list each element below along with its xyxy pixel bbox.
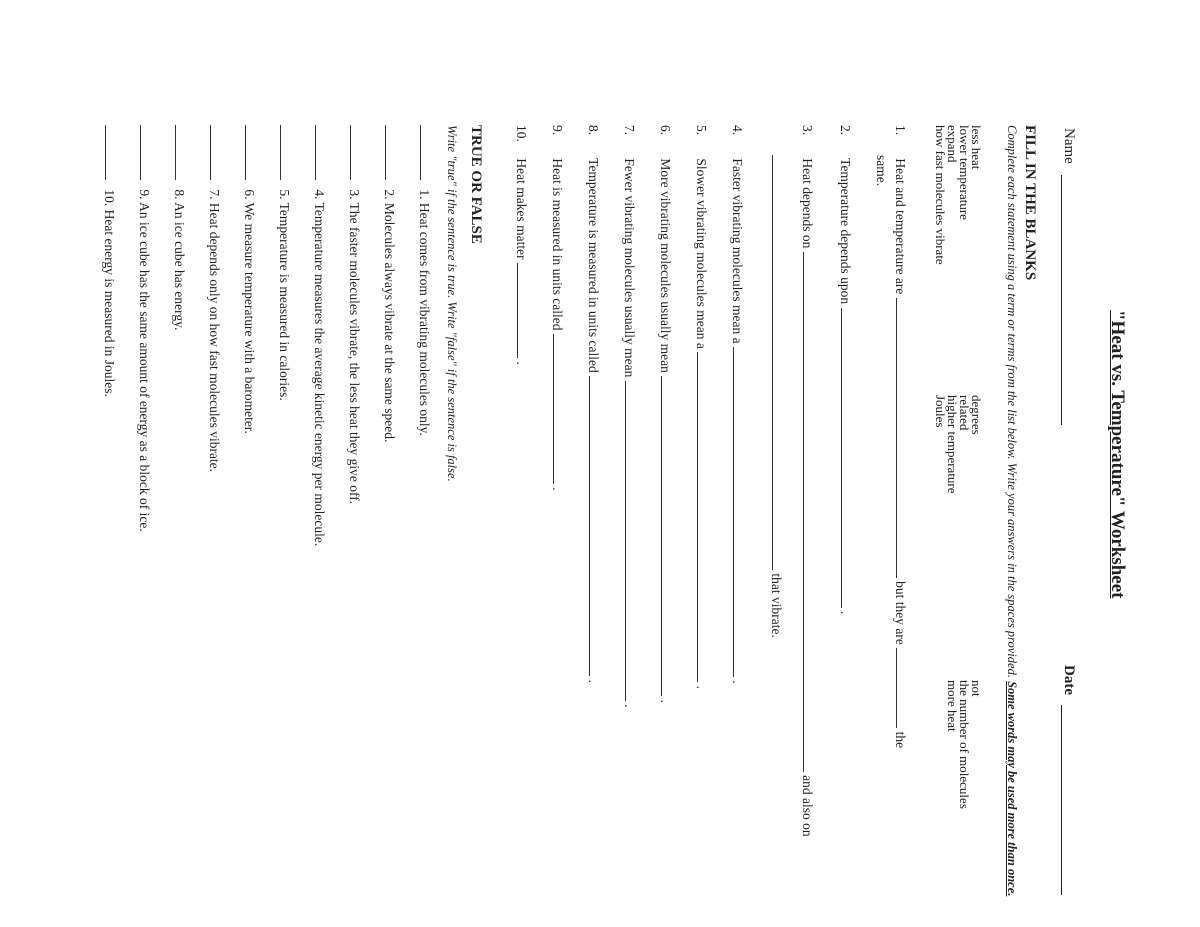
item-text: . xyxy=(586,679,601,683)
item-number: 5. xyxy=(694,125,709,136)
answer-blank[interactable] xyxy=(517,263,529,358)
tf-item-3 xyxy=(346,125,362,504)
date-label: Date xyxy=(1061,665,1077,695)
tf-item-text: 9. An ice cube has the same amount of energy as a block of ice. xyxy=(137,189,152,532)
item-text: Heat and temperature are xyxy=(893,158,908,295)
item-number: 6. xyxy=(658,125,673,136)
tf-item-text: 8. An ice cube has energy. xyxy=(172,189,187,331)
word-bank-item: higher temperature xyxy=(945,395,960,494)
tf-item-text: 4. Temperature measures the average kinetic energy per molecule. xyxy=(312,189,327,547)
item-text: Fewer vibrating molecules usually mean xyxy=(622,158,637,378)
fill-instruction-emphasis: Some words may be used more than once. xyxy=(1005,681,1019,897)
item-text: Faster vibrating molecules mean a xyxy=(730,158,745,344)
item-text: Heat is measured in units called xyxy=(550,158,565,331)
answer-blank[interactable] xyxy=(553,334,565,484)
fill-item-7 xyxy=(621,125,637,707)
tf-item-6 xyxy=(241,125,257,434)
tf-item-7 xyxy=(206,125,222,472)
fill-instructions xyxy=(1003,125,1020,905)
tf-section-heading: TRUE OR FALSE xyxy=(468,125,484,244)
date-field-line[interactable] xyxy=(1061,705,1062,895)
tf-item-8 xyxy=(171,125,187,330)
tf-item-4 xyxy=(311,125,327,546)
item-number: 7. xyxy=(622,125,637,136)
item-number: 8. xyxy=(586,125,601,136)
name-field-line[interactable] xyxy=(1061,175,1062,425)
answer-blank[interactable] xyxy=(280,125,292,180)
item-text: same. xyxy=(874,155,889,187)
item-number: 1. xyxy=(893,125,908,136)
word-bank-item: how fast molecules vibrate xyxy=(933,125,948,265)
answer-blank[interactable] xyxy=(105,125,117,180)
item-number: 10. xyxy=(514,125,529,142)
fill-item-10 xyxy=(513,125,529,365)
item-text: . xyxy=(514,361,529,365)
worksheet-title: "Heat vs. Temperature" Worksheet xyxy=(1107,310,1128,599)
word-bank-item: expand xyxy=(945,125,960,163)
answer-blank[interactable] xyxy=(350,125,362,180)
item-text: and also on xyxy=(800,775,815,837)
answer-blank[interactable] xyxy=(772,155,784,570)
answer-blank[interactable] xyxy=(589,376,601,676)
answer-blank[interactable] xyxy=(841,308,853,608)
answer-blank[interactable] xyxy=(175,125,187,180)
answer-blank[interactable] xyxy=(896,648,908,728)
tf-item-text: 2. Molecules always vibrate at the same speed. xyxy=(382,189,397,443)
fill-item-4 xyxy=(729,125,745,684)
fill-item-2 xyxy=(837,125,853,614)
fill-item-1 xyxy=(892,125,908,748)
tf-instructions: Write "true" if the sentence is true. Write "false" if the sentence is false. xyxy=(445,125,459,482)
fill-section-heading: FILL IN THE BLANKS xyxy=(1022,125,1038,281)
answer-blank[interactable] xyxy=(625,381,637,701)
tf-item-1 xyxy=(416,125,432,436)
item-text: . xyxy=(694,685,709,689)
item-text: Temperature is measured in units called xyxy=(586,158,601,373)
fill-item-9 xyxy=(549,125,565,491)
fill-item-8 xyxy=(585,125,601,683)
answer-blank[interactable] xyxy=(896,298,908,578)
word-bank-item: more heat xyxy=(945,680,960,732)
answer-blank[interactable] xyxy=(385,125,397,180)
answer-blank[interactable] xyxy=(315,125,327,180)
tf-item-9 xyxy=(136,125,152,532)
item-text: that vibrate. xyxy=(769,573,784,638)
word-bank-item: Joules xyxy=(933,395,948,428)
item-text: the xyxy=(893,731,908,749)
fill-item-6 xyxy=(657,125,673,703)
answer-blank[interactable] xyxy=(140,125,152,180)
item-text: Slower vibrating molecules mean a xyxy=(694,158,709,349)
tf-item-text: 7. Heat depends only on how fast molecules vibrate. xyxy=(207,189,222,473)
answer-blank[interactable] xyxy=(661,376,673,696)
item-text: . xyxy=(730,680,745,684)
answer-blank[interactable] xyxy=(733,347,745,677)
item-text: More vibrating molecules usually mean xyxy=(658,158,673,373)
answer-blank[interactable] xyxy=(697,352,709,682)
fill-item-3-continued xyxy=(768,155,784,638)
fill-item-5 xyxy=(693,125,709,689)
word-bank-item: lower temperature xyxy=(957,125,972,220)
item-text: Temperature depends upon xyxy=(838,158,853,305)
item-text: Heat depends on xyxy=(800,158,815,249)
tf-item-2 xyxy=(381,125,397,442)
item-number: 3. xyxy=(800,125,815,136)
tf-item-10 xyxy=(101,125,117,397)
item-text: . xyxy=(658,699,673,703)
name-label: Name xyxy=(1061,128,1077,164)
item-text: . xyxy=(622,704,637,708)
tf-item-text: 3. The faster molecules vibrate, the less heat they give off. xyxy=(347,189,362,505)
item-number: 2. xyxy=(838,125,853,136)
answer-blank[interactable] xyxy=(803,252,815,772)
item-text: . xyxy=(550,487,565,491)
answer-blank[interactable] xyxy=(210,125,222,180)
fill-instruction-text: Complete each statement using a term or terms from the list below. Write your answers in the spaces provided. xyxy=(1005,125,1019,678)
item-text: Heat makes matter xyxy=(514,158,529,260)
item-number: 9. xyxy=(550,125,565,136)
word-bank-item: degrees xyxy=(969,395,984,435)
word-bank-item: related xyxy=(957,395,972,431)
item-text: . xyxy=(838,610,853,615)
word-bank-item: not xyxy=(969,680,984,697)
fill-item-3 xyxy=(799,125,815,837)
item-number: 4. xyxy=(730,125,745,136)
answer-blank[interactable] xyxy=(420,125,432,180)
tf-item-text: 1. Heat comes from vibrating molecules only. xyxy=(417,189,432,436)
answer-blank[interactable] xyxy=(245,125,257,180)
tf-item-text: 6. We measure temperature with a barometer. xyxy=(242,189,257,434)
word-bank-item: less heat xyxy=(969,125,984,170)
tf-item-5 xyxy=(276,125,292,401)
word-bank-item: the number of molecules xyxy=(957,680,972,809)
tf-item-text: 5. Temperature is measured in calories. xyxy=(277,189,292,401)
item-text: but they are xyxy=(893,581,908,645)
tf-item-text: 10. Heat energy is measured in Joules. xyxy=(102,189,117,397)
